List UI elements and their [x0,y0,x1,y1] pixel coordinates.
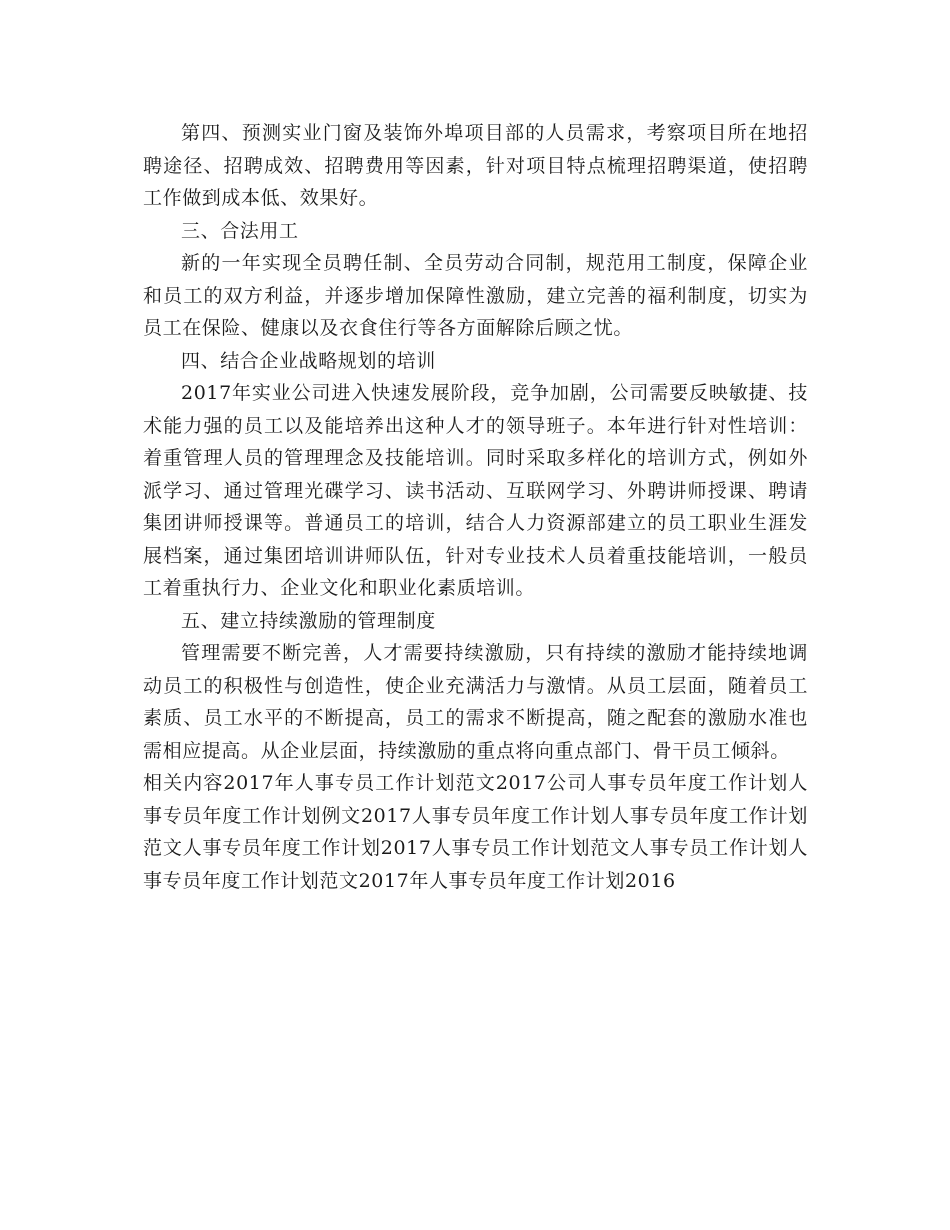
section-heading-incentives: 五、建立持续激励的管理制度 [181,609,436,632]
document-body [143,117,808,897]
section-heading-legal-employment: 三、合法用工 [181,219,299,242]
paragraph-incentives: 管理需要不断完善，人才需要持续激励，只有持续的激励才能持续地调动员工的积极性与创造性，使企业充满活力与激情。从员工层面，随着员工素质、员工水平的不断提高，员工的需求不断提高，随之配套的激励水准也需相应提高。从企业层面，持续激励的重点将向重点部门、骨干员工倾斜。 [143,642,808,762]
paragraph-recruitment: 第四、预测实业门窗及装饰外埠项目部的人员需求，考察项目所在地招聘途径、招聘成效、招聘费用等因素，针对项目特点梳理招聘渠道，使招聘工作做到成本低、效果好。 [143,122,808,209]
section-heading-training: 四、结合企业战略规划的培训 [181,349,436,372]
paragraph-training: 2017年实业公司进入快速发展阶段，竞争加剧，公司需要反映敏捷、技术能力强的员工以及能培养出这种人才的领导班子。本年进行针对性培训：着重管理人员的管理理念及技能培训。同时采取多样化的培训方式，例如外派学习、通过管理光碟学习、读书活动、互联网学习、外聘讲师授课、聘请集团讲师授课等。普通员工的培训，结合人力资源部建立的员工职业生涯发展档案，通过集团培训讲师队伍，针对专业技术人员着重技能培训，一般员工着重执行力、企业文化和职业化素质培训。 [143,382,808,599]
related-content-links: 相关内容2017年人事专员工作计划范文2017公司人事专员年度工作计划人事专员年度工作计划例文2017人事专员年度工作计划人事专员年度工作计划范文人事专员年度工作计划2017人事专员工作计划范文人事专员工作计划人事专员年度工作计划范文2017年人事专员年度工作计划2016 [143,772,808,892]
paragraph-legal-employment: 新的一年实现全员聘任制、全员劳动合同制，规范用工制度，保障企业和员工的双方利益，并逐步增加保障性激励，建立完善的福利制度，切实为员工在保险、健康以及衣食住行等各方面解除后顾之忧。 [143,252,808,339]
